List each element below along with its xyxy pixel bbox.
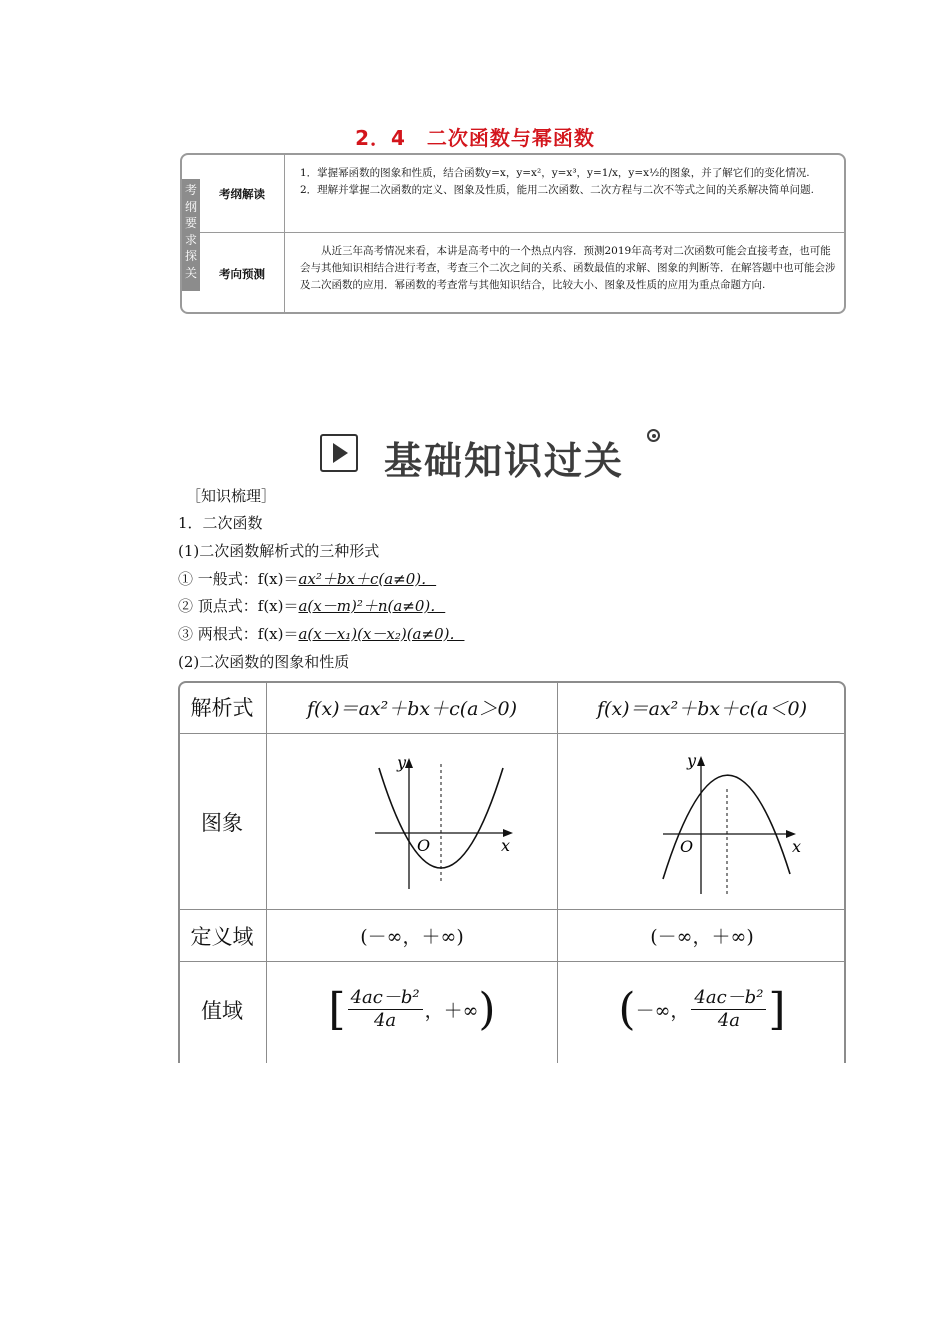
origin-label: O bbox=[680, 837, 694, 856]
bracket: ] bbox=[768, 983, 786, 1035]
form-value: ax²＋bx＋c(a≠0)． bbox=[298, 570, 437, 588]
range-tail: ，＋∞ bbox=[424, 1000, 479, 1022]
requirements-box bbox=[180, 153, 846, 314]
numerator: 4ac－b² bbox=[348, 987, 423, 1010]
side-char: 纲 bbox=[184, 199, 197, 214]
formula-a-positive: f(x)＝ax²＋bx＋c(a＞0) bbox=[307, 697, 517, 720]
domain-a-negative: (－∞，＋∞) bbox=[650, 926, 754, 948]
bracket: [ bbox=[328, 983, 346, 1035]
side-char: 考 bbox=[184, 183, 197, 197]
bracket: ) bbox=[478, 983, 496, 1035]
range-head: －∞， bbox=[635, 1000, 690, 1022]
requirements-side-label bbox=[182, 179, 200, 291]
row-line: 1．掌握幂函数的图象和性质，结合函数y=x，y=x²，y=x³，y=1/x，y=x½的图象，并了解它们的变化情况. bbox=[300, 167, 810, 179]
y-label: y bbox=[687, 751, 697, 770]
side-char: 要 bbox=[184, 216, 197, 230]
requirements-row-outline bbox=[200, 155, 844, 233]
formula-a-negative: f(x)＝ax²＋bx＋c(a＜0) bbox=[597, 697, 807, 720]
x-label: x bbox=[792, 837, 802, 856]
domain-a-positive: (－∞，＋∞) bbox=[360, 926, 464, 948]
row-header-graph: 图象 bbox=[201, 810, 243, 835]
form-roots bbox=[178, 623, 464, 644]
form-label: ① 一般式：f(x)＝ bbox=[178, 570, 299, 588]
graph-a-negative bbox=[558, 734, 846, 909]
side-char: 求 bbox=[184, 232, 197, 247]
row-label: 考向预测 bbox=[200, 233, 285, 314]
graph-a-positive bbox=[267, 734, 557, 909]
bracket: ( bbox=[618, 983, 636, 1035]
side-char: 探 bbox=[184, 249, 197, 263]
denominator: 4a bbox=[373, 1010, 397, 1031]
y-label: y bbox=[397, 753, 407, 772]
row-header-domain: 定义域 bbox=[190, 924, 254, 949]
form-value: a(x－x₁)(x－x₂)(a≠0)． bbox=[298, 625, 465, 643]
requirements-row-forecast bbox=[200, 233, 844, 314]
denominator: 4a bbox=[717, 1010, 740, 1031]
section-banner bbox=[320, 430, 670, 483]
page-title: 2．4 二次函数与幂函数 bbox=[355, 126, 595, 150]
form-value: a(x－m)²＋n(a≠0)． bbox=[298, 597, 446, 615]
row-header-range: 值域 bbox=[201, 998, 243, 1023]
heading-forms: (1)二次函数解析式的三种形式 bbox=[178, 542, 380, 560]
numerator: 4ac－b² bbox=[691, 987, 766, 1010]
origin-label: O bbox=[417, 836, 431, 855]
fraction bbox=[348, 987, 423, 1032]
side-char: 关 bbox=[184, 265, 197, 280]
banner-title: 基础知识过关 bbox=[384, 439, 625, 483]
row-text: 从近三年高考情况来看，本讲是高考中的一个热点内容．预测2019年高考对二次函数可能会直接考查，也可能会与其他知识相结合进行考查，考查三个二次之间的关系、函数最值的求解、图象的判断等．在解答题中也可能会涉及二次函数的应用．幂函数的考查常与其他知识结合，比较大小、图象及性质的应用为重点命题方向. bbox=[300, 245, 836, 291]
y-axis-arrow bbox=[697, 756, 705, 766]
y-axis-arrow bbox=[405, 758, 413, 768]
play-icon bbox=[320, 434, 358, 472]
row-label: 考纲解读 bbox=[200, 155, 285, 232]
heading-graph-properties: (2)二次函数的图象和性质 bbox=[178, 653, 350, 671]
knowledge-tag: ［知识梳理］ bbox=[186, 487, 277, 505]
form-vertex bbox=[178, 595, 445, 616]
form-label: ③ 两根式：f(x)＝ bbox=[178, 625, 299, 643]
x-label: x bbox=[501, 836, 511, 855]
form-general bbox=[178, 568, 436, 589]
quadratic-properties-table bbox=[178, 681, 846, 1063]
range-a-negative bbox=[558, 962, 846, 1057]
row-header-formula: 解析式 bbox=[190, 696, 254, 720]
form-label: ② 顶点式：f(x)＝ bbox=[178, 597, 299, 615]
row-line: 2．理解并掌握二次函数的定义、图象及性质，能用二次函数、二次方程与二次不等式之间的关系解决简单问题. bbox=[300, 184, 815, 196]
ring-icon bbox=[647, 429, 660, 442]
fraction bbox=[691, 987, 766, 1032]
row-text bbox=[300, 165, 836, 199]
range-a-positive bbox=[267, 962, 557, 1057]
heading-quadratic: 1．二次函数 bbox=[178, 514, 263, 532]
